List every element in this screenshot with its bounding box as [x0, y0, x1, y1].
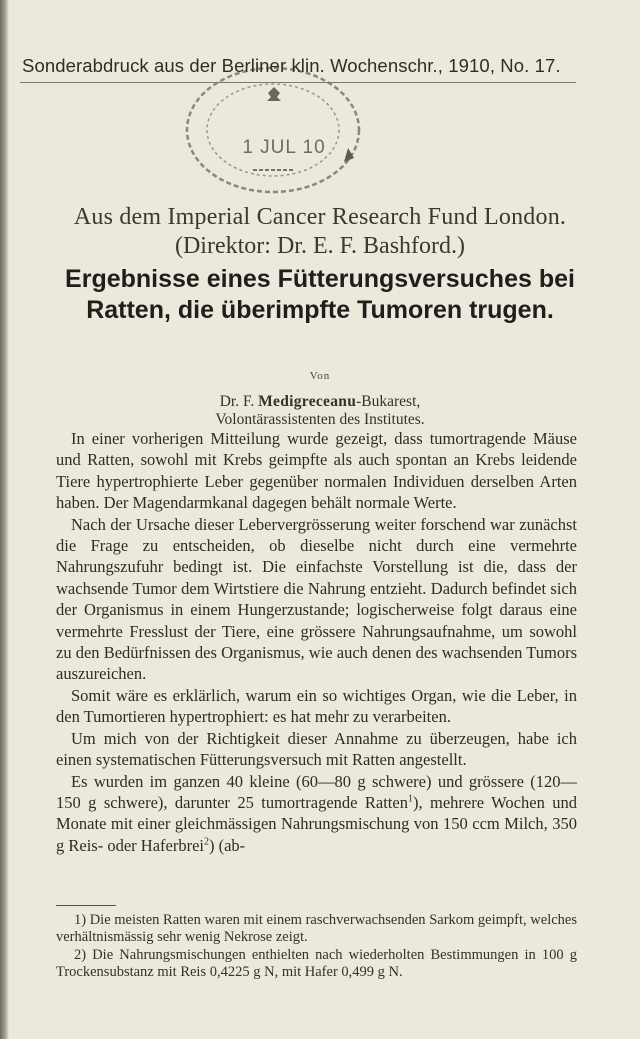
header-rule	[20, 82, 576, 83]
footnote-1: 1) Die meisten Ratten waren mit einem raschverwachsenden Sarkom geimpft, welches verhältnismässig sehr wenig Nekrose zeigt.	[56, 912, 577, 946]
title-line-2: Ratten, die überimpfte Tumoren trugen.	[86, 296, 554, 324]
paragraph-2: Nach der Ursache dieser Lebervergrösserung weiter forschend war zunächst die Frage zu entscheiden, ob dieselbe nicht durch eine vermehrte Nahrungszufuhr bedingt ist. Die einfachste Vorstellung ist die, dass der wachsende Tumor dem Wirtstiere die Nahrung entzieht. Dadurch befindet sich der Organismus in einem Hungerzustande; logischerweise folgt daraus eine vermehrte Fresslust der Tiere, eine grössere Nahrungsaufnahme, um sowohl zu den Bedürfnissen des Organismus, wie auch denen des wachsenden Tumors auszureichen.	[56, 514, 577, 684]
paragraph-3: Somit wäre es erklärlich, warum ein so wichtiges Organ, wie die Leber, in den Tumortieren hypertrophiert: es hat mehr zu verarbeiten.	[56, 685, 577, 727]
paragraph-4: Um mich von der Richtigkeit dieser Annahme zu überzeugen, habe ich einen systematischen Fütterungsversuch mit Ratten angestellt.	[56, 728, 577, 770]
reprint-header: Sonderabdruck aus der Berliner klin. Wochenschr., 1910, No. 17.	[22, 55, 561, 76]
byline-von: Von	[309, 370, 331, 382]
author-line	[0, 393, 640, 411]
footnote-2: 2) Die Nahrungsmischungen enthielten nach wiederholten Bestimmungen in 100 g Trockensubstanz mit Reis 0,4225 g N, mit Hafer 0,499 g N.	[56, 946, 577, 980]
footnote-ref-1: 1	[407, 793, 413, 805]
library-stamp-ring	[168, 58, 378, 198]
title-line-1: Ergebnisse eines Fütterungsversuches bei	[65, 265, 575, 293]
library-stamp	[168, 58, 378, 198]
paragraph-5-part-a: Es wurden im ganzen 40 kleine (60—80 g schwere) und grössere (120—150 g schwere), darunter 25 tumortragende Ratten	[56, 771, 577, 812]
article-title	[0, 264, 640, 326]
article-body	[56, 428, 577, 856]
paragraph-5-part-b: ), mehrere Wochen und Monate mit einer gleichmässigen Nahrungsmischung von 150 ccm Milch, 350 g Reis- oder Haferbrei	[56, 792, 577, 855]
book-spine-shadow	[0, 0, 9, 1039]
paragraph-5-part-c: ) (ab-	[208, 835, 246, 855]
author-block	[0, 393, 640, 429]
paragraph-5	[56, 771, 577, 857]
footnote-ref-2: 2	[203, 836, 209, 848]
director-line: (Direktor: Dr. E. F. Bashford.)	[174, 233, 466, 259]
author-role: Volontärassistenten des Institutes.	[215, 411, 425, 428]
footnotes	[56, 912, 577, 981]
author-place: -Bukarest,	[356, 393, 421, 410]
institution-line: Aus dem Imperial Cancer Research Fund London.	[73, 204, 567, 230]
stamp-date: 1 JUL 10	[242, 137, 326, 158]
author-prefix: Dr. F.	[219, 393, 259, 410]
footnote-rule	[56, 905, 116, 906]
author-name: Medigreceanu	[258, 393, 357, 410]
paragraph-1: In einer vorherigen Mitteilung wurde gezeigt, dass tumortragende Mäuse und Ratten, sowohl mit Krebs geimpfte als auch spontan an Krebs leidende Tiere hypertrophierte Leber gegenüber normalen Individuen derselben Arten haben. Der Magendarmkanal dagegen behält normale Werte.	[56, 429, 577, 513]
